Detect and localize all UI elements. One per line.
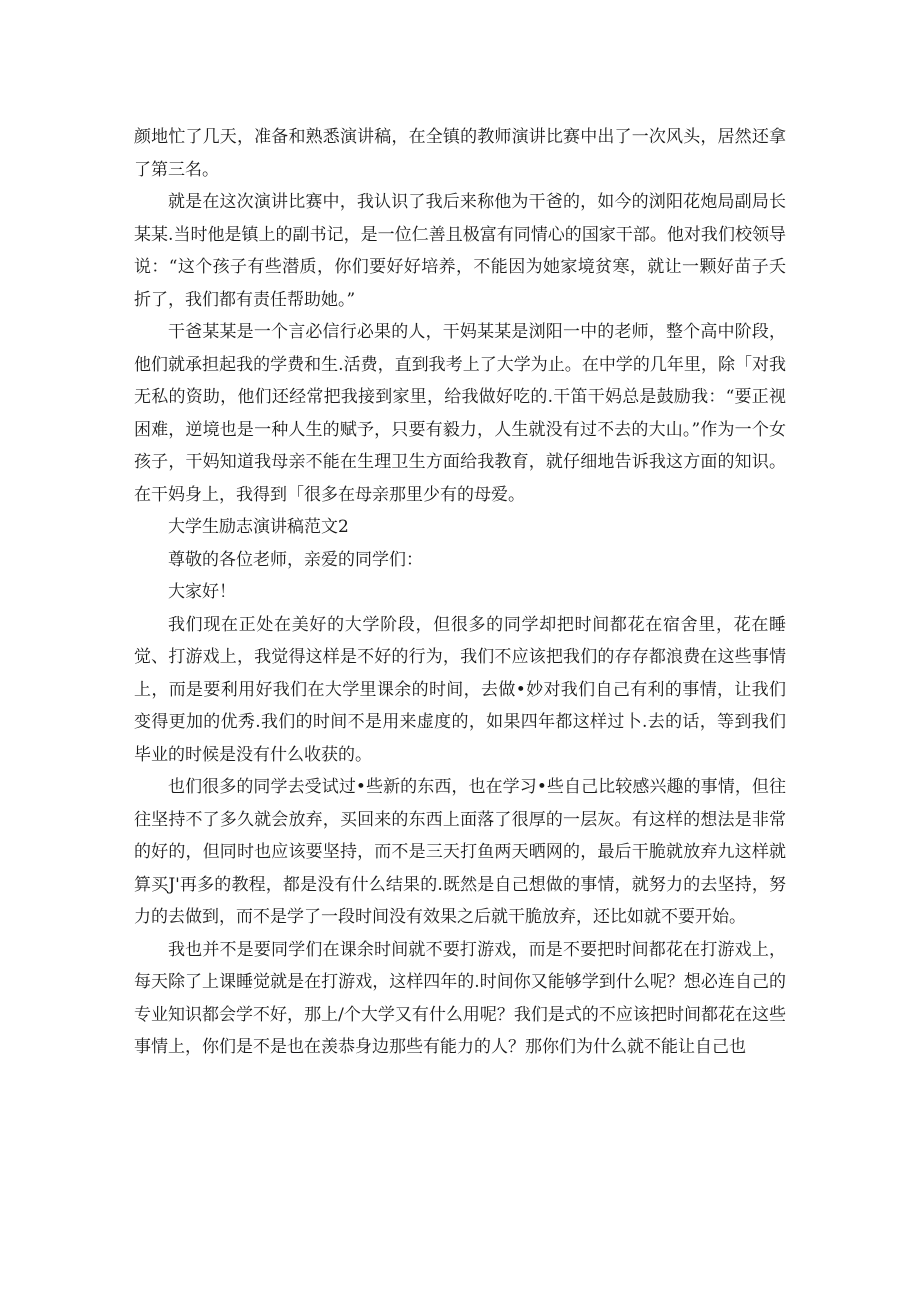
document-page (134, 121, 786, 1064)
paragraph-games: 我也并不是要同学们在课余时间就不要打游戏，而是不要把时间都花在打游戏上，每天除了上课睡觉就是在打游戏，这样四年的.时间你又能够学到什么呢？想必连自己的专业知识都会学不好，那上/个大学又有什么用呢？我们是式的不应该把时间都花在这些事情上，你们是不是也在羡恭身边那些有能力的人？那你们为什么就不能让自己也 (134, 939, 786, 1057)
salutation: 尊敬的各位老师，亲爱的同学们： (168, 549, 423, 570)
greeting: 大家好！ (168, 582, 236, 602)
paragraph-university-time: 我们现在正处在美好的大学阶段，但很多的同学却把时间都花在宿舍里，花在睡觉、打游戏上，我觉得这样是不好的行为，我们不应该把我们的存存都浪费在这些事情上，而是要利用好我们在大学里课余的时间，去做•妙对我们自己有利的事情，让我们变得更加的优秀.我们的时间不是用来虚度的，如果四年都这样过卜.去的话，等到我们毕业的时候是没有什么收获的。 (134, 614, 786, 765)
paragraph-persistence: 也们很多的同学去受试过•些新的东西，也在学习•些自己比较感兴趣的事情，但往往坚持不了多久就会放弃，买回来的东西上面落了很厚的一层灰。有这样的想法是非常的好的，但同时也应该要坚持，而不是三天打鱼两天晒网的，最后干脆就放弃九这样就算买J'再多的教程，都是没有什么结果的.既然是自己想做的事情，就努力的去坚持，努力的去做到，而不是学了一段时间没有效果之后就干脆放弃，还比如就不要开始。 (134, 777, 786, 927)
section-title: 大学生励志演讲稿范文2 (168, 517, 349, 537)
paragraph-godparents: 干爸某某是一个言必信行必果的人，干妈某某是浏阳一中的老师，整个高中阶段，他们就承担起我的学费和生.活费，直到我考上了大学为止。在中学的几年里，除「对我无私的资助，他们还经常把我接到家里，给我做好吃的.干笛干妈总是鼓励我：“要正视困难，逆境也是一种人生的赋予，只要有毅力，人生就没有过不去的大山。”作为一个女孩子，干妈知道我母亲不能在生理卫生方面给我教育，就仔细地告诉我这方面的知识。在干妈身上，我得到「很多在母亲那里少有的母爱。 (134, 322, 786, 505)
paragraph-continuation: 颜地忙了几天，准备和熟悉演讲稿，在全镇的教师演讲比赛中出了一次风头，居然还拿了第三名。 (134, 127, 786, 180)
paragraph-speech-contest: 就是在这次演讲比赛中，我认识了我后来称他为干爸的，如今的浏阳花炮局副局长某某.当时他是镇上的副书记，是一位仁善且极富有同情心的国家干部。他对我们校领导说：“这个孩子有些潜质，你们要好好培养，不能因为她家境贫寒，就让一颗好苗子夭折了，我们都有责任帮助她。” (134, 192, 786, 310)
